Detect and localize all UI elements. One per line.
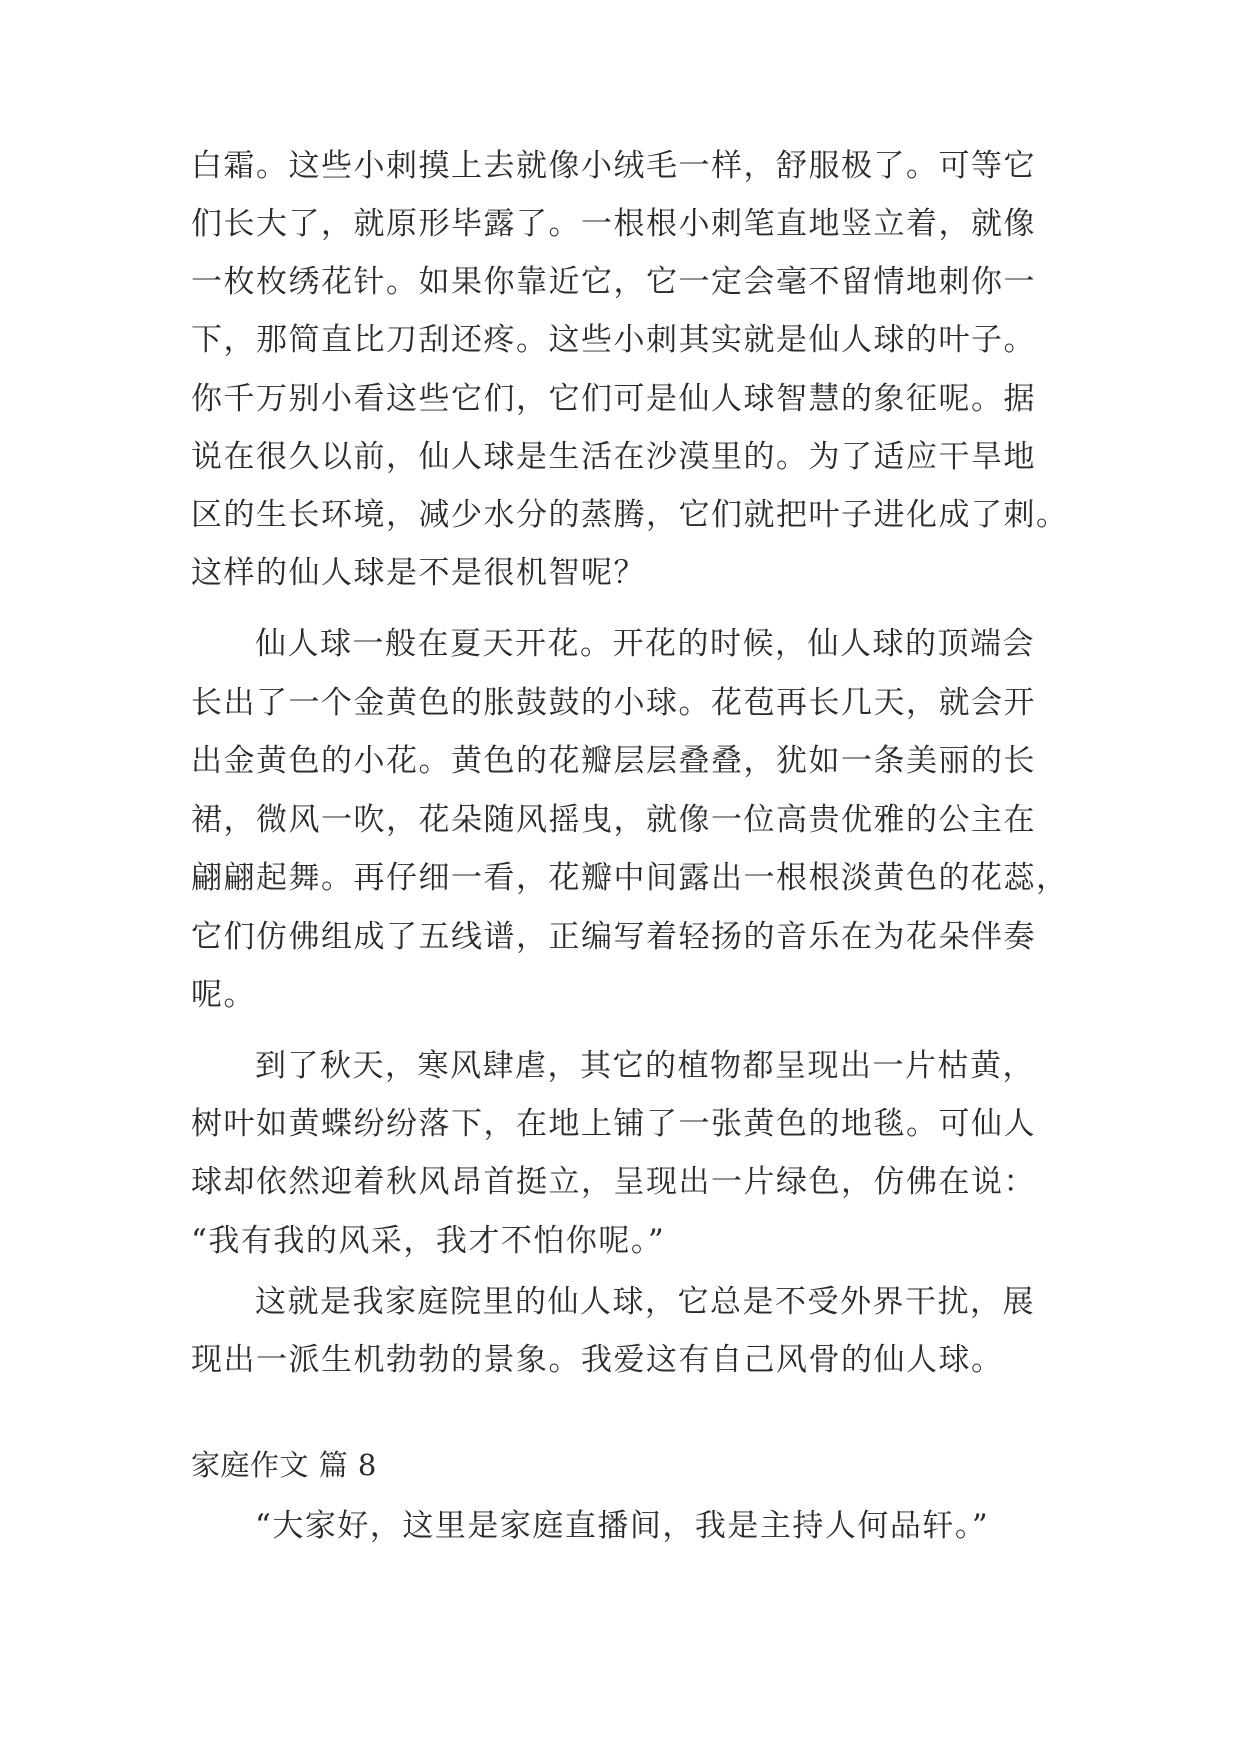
- paragraph-4-line-1: 这就是我家庭院里的仙人球，它总是不受外界干扰，展: [255, 1284, 1035, 1320]
- paragraph-1-line-5: 你千万别小看这些它们，它们可是仙人球智慧的象征呢。据: [191, 381, 1036, 417]
- paragraph-2-line-5: 翩翩起舞。再仔细一看，花瓣中间露出一根根淡黄色的花蕊，: [191, 860, 1069, 896]
- paragraph-2-line-2: 长出了一个金黄色的胀鼓鼓的小球。花苞再长几天，就会开: [191, 685, 1036, 721]
- paragraph-3-line-1: 到了秋天，寒风肆虐，其它的植物都呈现出一片枯黄，: [255, 1048, 1035, 1084]
- paragraph-2-line-3: 出金黄色的小花。黄色的花瓣层层叠叠，犹如一条美丽的长: [191, 743, 1036, 779]
- paragraph-1-line-2: 们长大了，就原形毕露了。一根根小刺笔直地竖立着，就像: [191, 206, 1036, 242]
- paragraph-2-line-6: 它们仿佛组成了五线谱，正编写着轻扬的音乐在为花朵伴奏: [191, 919, 1036, 955]
- paragraph-1-line-1: 白霜。这些小刺摸上去就像小绒毛一样，舒服极了。可等它: [191, 148, 1036, 184]
- paragraph-5-line-1: “大家好，这里是家庭直播间，我是主持人何品轩。”: [255, 1508, 990, 1544]
- paragraph-1-line-3: 一枚枚绣花针。如果你靠近它，它一定会毫不留情地刺你一: [191, 264, 1036, 300]
- paragraph-3-line-3: 球却依然迎着秋风昂首挺立，呈现出一片绿色，仿佛在说：: [191, 1164, 1036, 1200]
- paragraph-1-line-8: 这样的仙人球是不是很机智呢？: [191, 555, 646, 591]
- paragraph-3-line-4: “我有我的风采，我才不怕你呢。”: [191, 1223, 666, 1259]
- paragraph-1-line-7: 区的生长环境，减少水分的蒸腾，它们就把叶子进化成了刺。: [191, 497, 1069, 533]
- section-heading: 家庭作文 篇 8: [191, 1448, 377, 1482]
- paragraph-1-line-4: 下，那简直比刀刮还疼。这些小刺其实就是仙人球的叶子。: [191, 322, 1036, 358]
- paragraph-2-line-1: 仙人球一般在夏天开花。开花的时候，仙人球的顶端会: [255, 626, 1035, 662]
- paragraph-3-line-2: 树叶如黄蝶纷纷落下，在地上铺了一张黄色的地毯。可仙人: [191, 1106, 1036, 1142]
- paragraph-4-line-2: 现出一派生机勃勃的景象。我爱这有自己风骨的仙人球。: [191, 1342, 1004, 1378]
- paragraph-1-line-6: 说在很久以前，仙人球是生活在沙漠里的。为了适应干旱地: [191, 439, 1036, 475]
- paragraph-2-line-4: 裙，微风一吹，花朵随风摇曳，就像一位高贵优雅的公主在: [191, 802, 1036, 838]
- paragraph-2-line-7: 呢。: [191, 977, 256, 1013]
